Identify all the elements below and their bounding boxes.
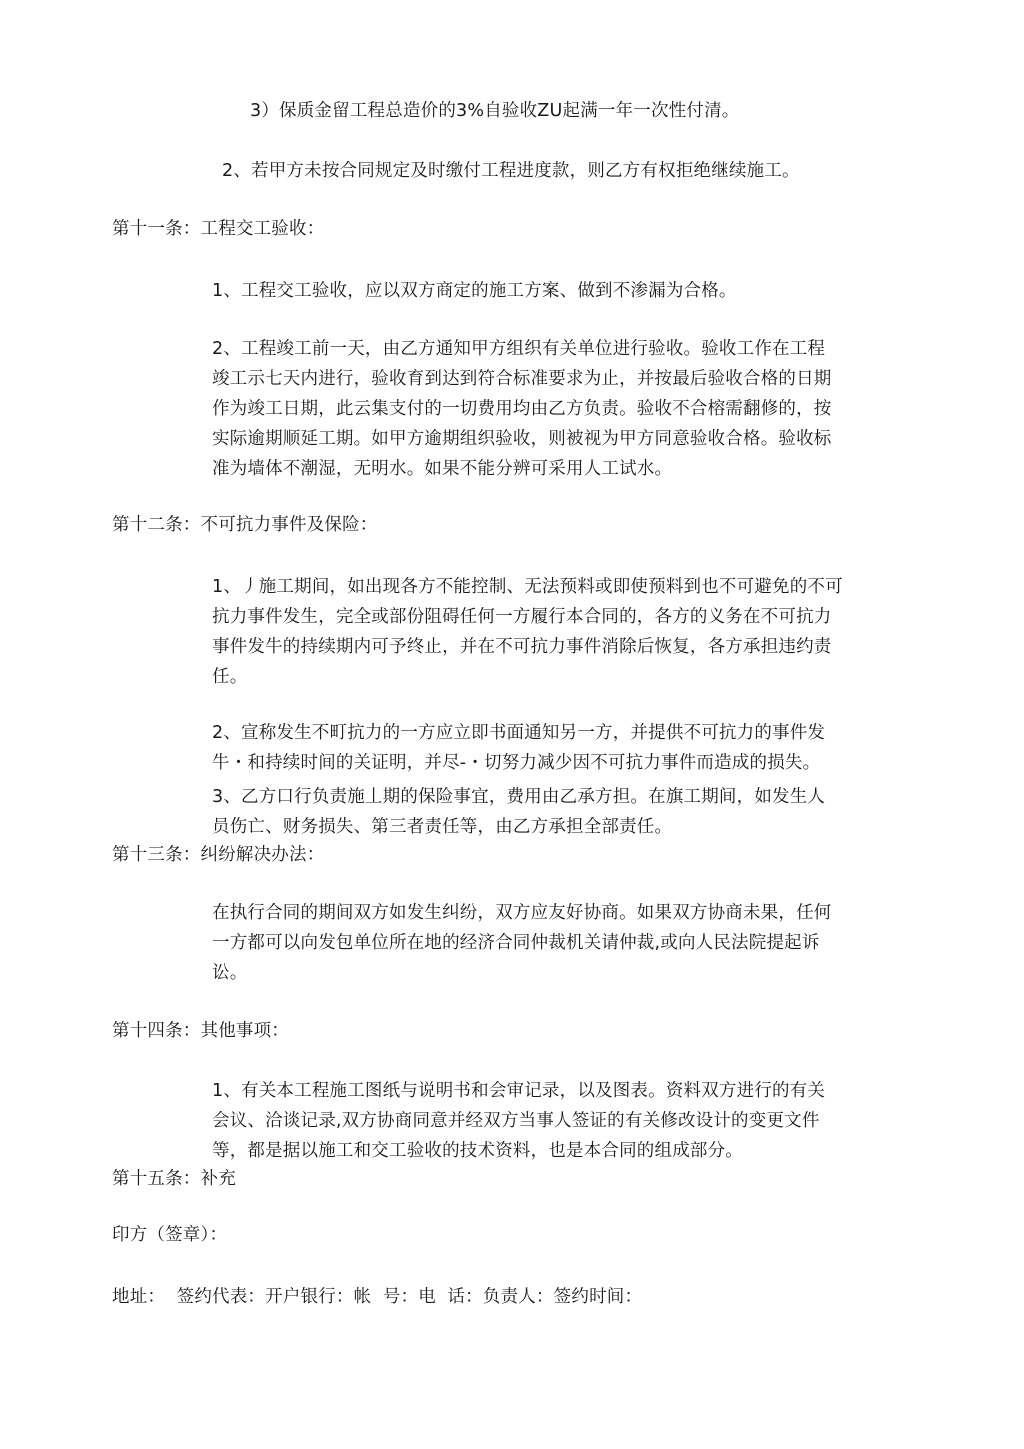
text-line: 员伤亡、财务损失、第三者责任等，由乙方承担全部责任。: [212, 817, 673, 837]
text-line: 2、宣称发生不町抗力的一方应立即书面通知另一方，并提供不可抗力的事件发: [212, 723, 826, 743]
party-a-signature: 印方（签章）：: [112, 1225, 228, 1245]
article-11-clause-2: [212, 334, 902, 484]
text-line: 竣工示七天内进行，验收育到达到符合标准要求为止，并按最后验收合格的日期: [212, 369, 832, 389]
text-line: 3、乙方口行负责施丄期的保险事宜，费用由乙承方担。在旗工期间，如发生人: [212, 787, 826, 807]
payment-item-3: 3）保质金留工程总造价的3%自验收ZU起满一年一次性付清。: [250, 101, 740, 121]
text-line: 事件发牛的持续期内可予终止，并在不可抗力事件消除后恢复，各方承担违约责: [212, 637, 832, 657]
text-line: 一方都可以向发包单位所在地的经济合同仲裁机关请仲裁,或向人民法院提起诉: [212, 933, 820, 953]
text-line: 1、丿施工期间，如出现各方不能控制、无法预料或即使预料到也不可避免的不可: [212, 577, 843, 597]
text-line: 讼。: [212, 963, 248, 983]
article-14-heading: 第十四条：其他事项：: [112, 1021, 289, 1041]
text-line: 1、有关本工程施工图纸与说明书和会审记录，以及图表。资料双方进行的有关: [212, 1081, 826, 1101]
article-12-clause-2: [212, 718, 902, 778]
text-line: 牛・和持续时间的关证明，并尽-・切努力减少因不可抗力事件而造成的损失。: [212, 753, 821, 773]
article-12-heading: 第十二条：不可抗力事件及保险：: [112, 515, 378, 535]
article-13-heading: 第十三条：纠纷解决办法：: [112, 845, 325, 865]
text-line: 准为墙体不潮湿，无明水。如果不能分辨可采用人工试水。: [212, 459, 673, 479]
article-11-heading: 第十一条：工程交工验收：: [112, 219, 325, 239]
article-12-clause-1: [212, 572, 902, 692]
text-line: 会议、洽谈记录,双方协商同意并经双方当事人签证的有关修改设计的变更文件: [212, 1111, 820, 1131]
article-11-clause-1: 1、工程交工验收，应以双方商定的施工方案、做到不渗漏为合格。: [212, 281, 737, 301]
text-line: 抗力事件发生，完全或部份阻碍任何一方履行本合同的，各方的义务在不可抗力: [212, 607, 832, 627]
text-line: 实际逾期顺延工期。如甲方逾期组织验收，则被视为甲方同意验收合格。验收标: [212, 429, 832, 449]
text-line: 2、工程竣工前一天，由乙方通知甲方组织有关单位进行验收。验收工作在工程: [212, 339, 826, 359]
text-line: 任。: [212, 667, 248, 687]
article-15-heading: 第十五条：补充: [112, 1169, 236, 1189]
signature-fields: 地址： 签约代表：开户银行：帐 号：电 话：负责人：签约时间：: [112, 1287, 643, 1307]
payment-clause-2: 2、若甲方未按合同规定及时缴付工程进度款，则乙方有权拒绝继续施工。: [222, 161, 800, 181]
text-line: 在执行合同的期间双方如发生纠纷，双方应友好协商。如果双方协商未果，任何: [212, 903, 832, 923]
article-12-clause-3: [212, 782, 902, 842]
text-line: 等，都是据以施工和交工验收的技术资料，也是本合同的组成部分。: [212, 1141, 743, 1161]
article-13-clause: [212, 898, 902, 988]
article-14-clause-1: [212, 1076, 902, 1166]
text-line: 作为竣工日期，此云集支付的一切费用均由乙方负责。验收不合榕需翻修的，按: [212, 399, 832, 419]
